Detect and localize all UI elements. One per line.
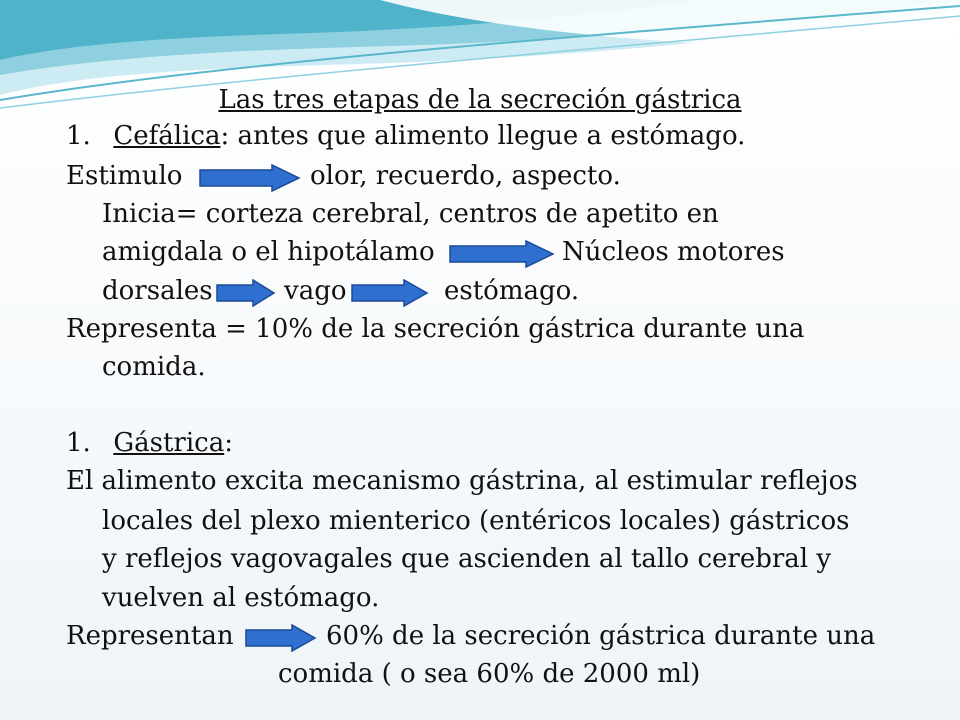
inicia-line-3c: estómago. xyxy=(444,276,580,306)
representa-line-2: comida. xyxy=(102,352,206,382)
gastrica-heading-line xyxy=(66,427,233,459)
inicia-line-3b: vago xyxy=(284,276,347,306)
cefalica-heading: Cefálica xyxy=(113,121,221,151)
gastrica-line-3: y reflejos vagovagales que ascienden al tallo cerebral y xyxy=(102,544,832,574)
gastrica-line-1: El alimento excita mecanismo gástrina, al estimular reflejos xyxy=(66,466,858,496)
arrow-right-icon xyxy=(448,240,556,268)
slide-title: Las tres etapas de la secreción gástrica xyxy=(218,85,742,115)
arrow-right-icon xyxy=(215,279,277,307)
gastrica-line-4: vuelven al estómago. xyxy=(102,583,380,613)
gastrica-line-2: locales del plexo mienterico (entéricos locales) gástricos xyxy=(102,506,850,536)
cefalica-number: 1. xyxy=(66,121,91,151)
inicia-line-2a: amigdala o el hipotálamo xyxy=(102,237,435,267)
cefalica-subtitle: : antes que alimento llegue a estómago. xyxy=(220,121,746,151)
gastrica-colon: : xyxy=(224,428,233,458)
cefalica-heading-line xyxy=(66,120,745,152)
gastrica-heading: Gástrica xyxy=(113,428,225,458)
arrow-right-icon xyxy=(350,279,430,307)
representan-text: 60% de la secreción gástrica durante una xyxy=(326,621,876,651)
gastrica-number: 1. xyxy=(66,428,91,458)
representan-line-2: comida ( o sea 60% de 2000 ml) xyxy=(278,659,701,689)
inicia-line-3a: dorsales xyxy=(102,276,213,306)
representa-line-1: Representa = 10% de la secreción gástrica durante una xyxy=(66,314,805,344)
estimulo-text: olor, recuerdo, aspecto. xyxy=(310,161,621,191)
representan-label: Representan xyxy=(66,621,234,651)
inicia-line-2b: Núcleos motores xyxy=(562,237,785,267)
inicia-line-1: Inicia= corteza cerebral, centros de apetito en xyxy=(102,199,719,229)
arrow-right-icon xyxy=(244,624,318,652)
arrow-right-icon xyxy=(198,164,302,192)
estimulo-label: Estimulo xyxy=(66,161,183,191)
